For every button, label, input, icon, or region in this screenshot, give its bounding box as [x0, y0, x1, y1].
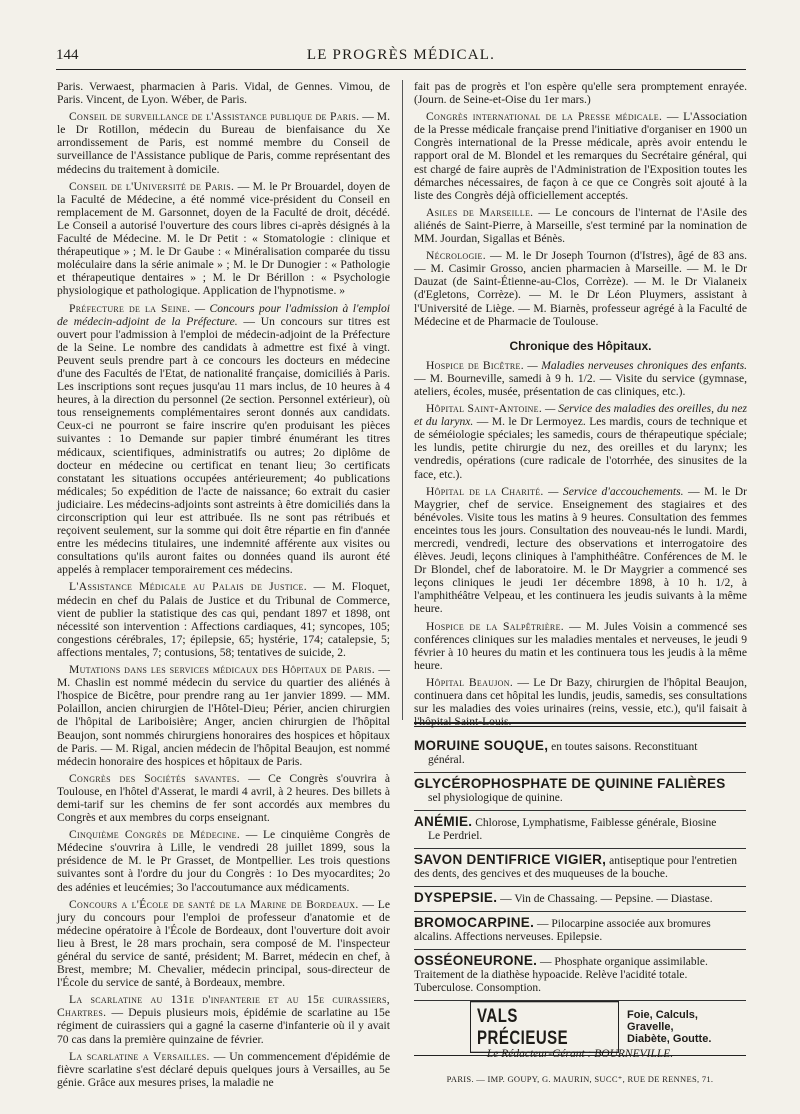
- article-paragraph: [57, 663, 390, 768]
- printer-imprint: PARIS. — IMP. GOUPY, G. MAURIN, SUCC⁺, RUE DE RENNES, 71.: [446, 1074, 714, 1084]
- article-text: — Un concours sur titres est ouvert pour l'admission à l'emploi de médecin-adjoint de la Préfecture de la Seine. Le nombre des candidats à admettre est fixé à vingt. Peuvent seuls prendre part à ce concours les docteurs en médecine d'une des Facultés de l'Etat, de nationalité française, domiciliés à Paris. Les inscriptions sont reçues jusqu'au 11 mars inclus, de 10 heures à 4 heures, à la direction du personnel (2e section. Personnel extérieur), où tous renseignements complémentaires seront donnés aux candidats. Ceux-ci ne pourront se faire inscrire qu'en produisant les pièces suivantes : 1o Demande sur papier timbré énumérant les titres médicaux, scientifiques, administratifs ou autres; 2o diplôme de docteur en médecine ou certificat en tenant lieu; 3o certificats constatant les situations occupées antérieurement; 4o publications médicales; 5o expédition de l'acte de naissance; 6o extrait du casier judiciaire. Les médecins-adjoints sont astreints à être domiciliés dans la circonscription qui leur est attribuée. Ils ne sont pas rétribués et reçoivent seulement, sur la somme qui doit être répartie en fin d'année entre les médecins titulaires, une indemnité afférente aux visites ou consultations qu'ils auront faites ou données quand ils auront été appelés à remplacer temporairement ces médecins.: [57, 314, 390, 577]
- article-text: — Le concours de l'internat de l'Asile des aliénés de Saint-Pierre, à Marseille, s'est terminé par la nomination de MM. Jourdan, Sigallas et Bénès.: [414, 205, 747, 246]
- right-column: [414, 80, 747, 732]
- article-paragraph: [57, 898, 390, 990]
- ad-block: [414, 950, 746, 1001]
- article-heading: Asiles de Marseille.: [426, 205, 534, 219]
- article-subheading: — Maladies nerveuses chroniques des enfants.: [523, 358, 747, 372]
- ad-text: — Pilocarpine associée aux bromures alcalins. Affections nerveuses. Epilepsie.: [414, 918, 711, 943]
- article-subheading: — Service d'accouchements.: [543, 484, 684, 498]
- page-header: [56, 47, 746, 70]
- article-paragraph: [57, 302, 390, 577]
- ad-brand: DYSPEPSIE.: [414, 890, 498, 905]
- article-heading: Hospice de la Salpêtrière.: [426, 619, 564, 633]
- editor-signature: Le Rédacteur-Gérant : BOURNEVILLE.: [486, 1048, 674, 1060]
- article-paragraph: [57, 580, 390, 659]
- ad-description: Le Perdriel.: [428, 830, 483, 842]
- article-text: — M. le Pr Brouardel, doyen de la Faculté de Médecine, a été nommé vice-président du Conseil en remplacement de M. Garsonnet, doyen de la Faculté de droit, décédé. Le Conseil a autorisé l'ouverture des cours libres ci-après désignés à la Faculté de Médecine. M. le Dr Petit : « Stomatologie : clinique et thérapeutique » ; M. le Dr Gaube : « Minéralisation comparée du tissu moléculaire dans la série animale » ; M. le Dr Dunogier : « Pathologie et thérapeutique dentaires » ; M. le Dr Bérillon : « Psychologie physiologique et pathologique. Application de l'hypnotisme. »: [57, 179, 390, 298]
- article-heading: Cinquième Congrès de Médecine.: [69, 828, 241, 842]
- article-paragraph: [414, 249, 747, 328]
- article-paragraph: [414, 402, 747, 481]
- article-text: — Depuis plusieurs mois, épidémie de scarlatine au 15e régiment de cuirassiers qui a gagné la caserne d'infanterie où il y avait 70 cas dans la première quinzaine de février.: [57, 1006, 390, 1046]
- article-heading: Hôpital de la Charité.: [426, 484, 544, 498]
- article-paragraph: [57, 180, 390, 298]
- article-text: — Le Dr Bazy, chirurgien de l'hôpital Beaujon, continuera dans cet hôpital les lundis, jeudis, samedis, ses consultations sur les maladies des voies urinaires (reins, vessie, etc.), qu'il faisait à l'hôpital Saint-Louis.: [414, 675, 747, 729]
- article-text: — M. le Dr Joseph Tournon (d'Istres), âgé de 83 ans. — M. Casimir Grosso, ancien pharmacien à Marseille. — M. le Dr Dauzat (de Saint-Étienne-au-Clos, Corrèze). — M. le Dr Vialaneix (d'Egletons, Corrèze). — M. le Dr Léon Pluymers, assistant à l'Université de Liège. — M. Biarnès, professeur agrégé à la Faculté de Médecine et de Pharmacie de Toulouse.: [414, 249, 747, 328]
- article-text: — M. Chaslin est nommé médecin du service du quartier des aliénés à l'hospice de Bicêtre, pour prendre rang au 1er janvier 1899. — MM. Polaillon, ancien chirurgien de l'Hôtel-Dieu; Périer, ancien chirurgien de l'hôpital de Lariboisière; Anger, ancien chirurgien de l'hôpital Beaujon, sont nommés chirurgiens honoraires des hospices et hôpitaux de Paris. — M. Rigal, ancien médecin de l'hôpital Beaujon, est nommé médecin honoraire des hospices et hôpitaux de Paris.: [57, 663, 390, 768]
- vals-tagline: [627, 1009, 746, 1045]
- article-paragraph: [57, 1050, 390, 1089]
- article-heading: La scarlatine au 131e d'infanterie et au 15e cuirassiers, Chartres.: [57, 993, 390, 1020]
- ad-block: [414, 811, 746, 849]
- vals-line-1: Foie, Calculs, Gravelle,: [627, 1009, 698, 1033]
- ad-brand: ANÉMIE.: [414, 814, 473, 829]
- column-divider: [402, 80, 403, 720]
- vals-brand: VALS PRÉCIEUSE: [470, 1001, 619, 1053]
- page-number: 144: [56, 47, 79, 63]
- article-heading: Congrès international de la Presse médicale.: [426, 110, 663, 124]
- article-subheading: — Service des maladies des oreilles, du nez et du larynx.: [414, 402, 747, 429]
- article-heading: Conseil de l'Université de Paris.: [69, 179, 235, 193]
- chronique-heading: Chronique des Hôpitaux.: [509, 338, 652, 353]
- ad-description: sel physiologique de quinine.: [428, 792, 563, 804]
- article-text: — M. Floquet, médecin en chef du Palais de Justice et du Tribunal de Commerce, vient de publier la statistique des cas qui, pendant 1897 et 1898, ont nécessité son intervention : Affections cardiaques, 41; syncopes, 105; congestions cérébrales, 17; épilepsie, 65; hystérie, 174; catalepsie, 5; affections mentales, 7; contusions, 58; tentatives de suicide, 2.: [57, 580, 390, 659]
- ad-text: — Vin de Chassaing. — Pepsine. — Diastase.: [497, 893, 713, 905]
- article-paragraph: [414, 485, 747, 616]
- article-heading: Hôpital Saint-Antoine.: [426, 402, 543, 416]
- ad-block: [414, 887, 746, 912]
- article-paragraph: [57, 993, 390, 1045]
- article-heading: Conseil de surveillance de l'Assistance publique de Paris.: [69, 110, 360, 124]
- ad-block: [414, 773, 746, 811]
- ad-description: général.: [428, 754, 465, 766]
- article-paragraph: [414, 359, 747, 398]
- article-text: — Un commencement d'épidémie de fièvre scarlatine s'est déclaré depuis quelques jours à Versailles, au 5e génie. Grâce aux mesures prises, la maladie ne: [57, 1049, 390, 1089]
- ad-brand: BROMOCARPINE.: [414, 915, 535, 930]
- ad-block: [414, 735, 746, 773]
- article-paragraph: [57, 828, 390, 893]
- article-text: — Le cinquième Congrès de Médecine s'ouvrira à Lille, le vendredi 28 juillet 1899, sous la présidence de M. le Pr Grasset, de Montpellier. Les trois questions suivantes sont à l'ordre du jour du Congrès : 1o Des myocardites; 2o des adénies et leucémies; 3o l'accoutumance aux médicaments.: [57, 828, 390, 894]
- ad-brand: SAVON DENTIFRICE VIGIER,: [414, 852, 607, 867]
- ad-text: en toutes saisons. Reconstituant: [548, 741, 698, 753]
- left-column: [57, 80, 390, 1093]
- ad-block: [414, 912, 746, 950]
- article-text: — M. le Dr Lermoyez. Les mardis, cours de technique et de séméiologie spéciales; les samedis, cours de thérapeutique spéciale; les lundis, petite chirurgie du nez, des oreilles et du larynx; les vendredis, opérations (cure radicale de l'otorrhée, des sinusites de la face, etc.).: [414, 415, 748, 481]
- article-subheading: — Concours pour l'admission à l'emploi de médecin-adjoint de la Préfecture.: [57, 301, 390, 328]
- advertisements: [414, 722, 746, 1056]
- ad-text: Chlorose, Lymphatisme, Faiblesse générale, Biosine: [472, 817, 717, 829]
- ad-block: [414, 849, 746, 887]
- ad-brand: OSSÉONEURONE.: [414, 953, 538, 968]
- article-heading: Congrès des Sociétés savantes.: [69, 771, 240, 785]
- article-paragraph: [414, 620, 747, 672]
- article-heading: Nécrologie.: [426, 249, 486, 263]
- ad-brand: GLYCÉROPHOSPHATE DE QUININE FALIÈRES: [414, 776, 726, 791]
- article-paragraph: [57, 772, 390, 824]
- article-heading: Hospice de Bicêtre.: [426, 358, 524, 372]
- article-text: — M. Bourneville, samedi à 9 h. 1/2. — Visite du service (gymnase, ateliers, écoles, musée, présentation de cas cliniques, etc.).: [414, 371, 747, 398]
- article-heading: L'Assistance Médicale au Palais de Justice.: [69, 580, 307, 594]
- ads-top-rule: [414, 722, 746, 727]
- ad-text: antiseptique pour l'entretien des dents, des gencives et des muqueuses de la bouche.: [414, 855, 737, 880]
- article-paragraph: [414, 80, 747, 106]
- article-paragraph: [57, 110, 390, 175]
- article-paragraph: [414, 110, 747, 202]
- vals-line-2: Diabète, Goutte.: [627, 1033, 712, 1045]
- article-paragraph: [414, 676, 747, 728]
- article-paragraph: [57, 80, 390, 106]
- article-text: — M. le Dr Rotillon, médecin du Bureau de bienfaisance du Xe arrondissement de Paris, est nommé membre du Conseil de surveillance de l'Assistance publique de Paris, comme représentant des médecins du traitement à domicile.: [57, 110, 390, 176]
- article-heading: Hôpital Beaujon.: [426, 675, 514, 689]
- ad-text: — Phosphate organique assimilable. Traitement de la diathèse hypoacide. Relève l'acidité totale. Tuberculose. Consomption.: [414, 956, 708, 994]
- article-text: — M. le Dr Maygrier, chef de service. Enseignement des stagiaires et des bénévoles. Visite tous les matins à 9 heures. Consultation des femmes enceintes tous les jours. Consultation des nouveau-nés le lundi. Mardi, mercredi, vendredi, lecture des observations et interrogatoire des élèves. Jeudi, leçons cliniques à l'amphithéâtre. Conférences de M. le Dr Blondel, chef de laboratoire. M. le Dr Maygrier a commencé ses leçons cliniques le jeudi 1er décembre 1898, à 10 h. 1/2, à l'amphithéâtre Velpeau, et les continuera les jeudis suivants à la même heure.: [414, 484, 747, 616]
- article-heading: Mutations dans les services médicaux des Hôpitaux de Paris.: [69, 663, 376, 677]
- running-head: LE PROGRÈS MÉDICAL.: [306, 47, 496, 63]
- article-heading: Préfecture de la Seine.: [69, 301, 191, 315]
- article-text: — Ce Congrès s'ouvrira à Toulouse, en l'hôtel d'Asserat, le mardi 4 avril, à 2 heures. Des billets à demi-tarif sur les chemins de fer sont accordés aux membres du Congrès et aux membres du corps enseignant.: [57, 771, 390, 825]
- article-heading: La scarlatine a Versailles.: [69, 1049, 210, 1063]
- article-paragraph: [414, 206, 747, 245]
- ad-brand: MORUINE SOUQUE,: [414, 738, 549, 753]
- article-heading: Concours a l'École de santé de la Marine de Bordeaux.: [69, 897, 359, 911]
- article-text: — Le jury du concours pour l'emploi de professeur d'anatomie et de médecine opératoire à l'École de Bordeaux, dont l'ouverture doit avoir lieu à Brest, le 28 mars prochain, sera composé de M. l'inspecteur général du service de santé, président; M. Barret, médecin en chef, à Brest, membre; M. Chevalier, médecin principal, sous-directeur de l'École du service de santé, à Bordeaux, membre.: [57, 897, 390, 990]
- article-text: — L'Association de la Presse médicale française prend l'initiative d'organiser en 1900 un Congrès international de la Presse médicale, après avoir entendu le rapport oral de M. Blondel et les remarques du Secrétaire général, qui est chargé de faire auprès de l'Administration de l'Exposition toutes les démarches nécessaires, de façon à ce que ce Congrès soit ajouté à la liste des Congrès déjà officiellement acceptés.: [414, 110, 747, 202]
- article-text: — M. Jules Voisin a commencé ses conférences cliniques sur les maladies mentales et nerveuses, le jeudi 9 février à 10 heures du matin et les continuera tous les jeudis à la même heure.: [414, 619, 747, 672]
- article-text: Paris. Verwaest, pharmacien à Paris. Vidal, de Gennes. Vimou, de Paris. Vincent, de Lyon. Wéber, de Paris.: [57, 80, 390, 107]
- article-text: fait pas de progrès et l'on espère qu'elle sera promptement enrayée. (Journ. de Seine-et-Oise du 1er mars.): [414, 80, 747, 107]
